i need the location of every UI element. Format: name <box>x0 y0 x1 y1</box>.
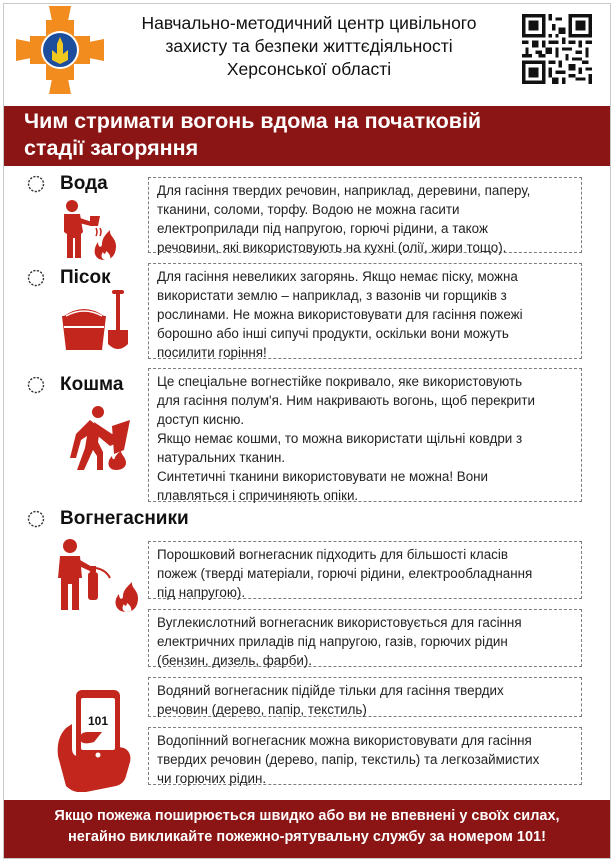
sand-bucket-shovel-icon <box>58 290 128 356</box>
org-line-1: Навчально-методичний центр цивільного <box>141 13 477 33</box>
section-heading-extinguishers: Вогнегасники <box>60 508 189 529</box>
footer-line-2: негайно викликайте пожежно-рятувальну службу за номером 101! <box>68 829 546 845</box>
person-pouring-water-icon <box>52 198 124 262</box>
text-line: використати землю – наприклад, з вазонів чи горщиків з <box>157 288 507 303</box>
radio-bullet-icon <box>27 175 45 193</box>
info-box-foam-extinguisher <box>148 727 582 785</box>
text-line: натуральних тканин. <box>157 450 286 465</box>
text-line: для гасіння полум'я. Ним накривають вогонь, щоб перекрити <box>157 393 535 408</box>
page-title <box>24 108 594 162</box>
text-line: плавляться і спричиняють опіки. <box>157 488 359 503</box>
text-line: Порошковий вогнегасник підходить для більшості класів <box>157 547 508 562</box>
text-line: твердих речовин (дерево, папір, текстиль) та легкозаймистих <box>157 752 540 767</box>
text-line: Водяний вогнегасник підійде тільки для гасіння твердих <box>157 683 504 698</box>
text-line: електричних приладів під напругою, газів, горючих рідин <box>157 634 508 649</box>
text-line: доступ кисню. <box>157 412 245 427</box>
text-line: пожеж (тверді матеріали, горючі рідини, електрообладнання <box>157 566 533 581</box>
emergency-call-notice <box>10 806 604 848</box>
text-line: речовин (дерево, папір, текстиль) <box>157 702 367 717</box>
text-line: тканини, соломи, торфу. Водою не можна гасити <box>157 202 460 217</box>
section-heading-fire-blanket: Кошма <box>60 374 124 395</box>
person-with-fire-blanket-icon <box>60 404 132 472</box>
text-line: Водопінний вогнегасник можна використовувати для гасіння <box>157 733 532 748</box>
org-line-3: Херсонської області <box>226 59 392 79</box>
org-line-2: захисту та безпеки життєдіяльності <box>165 36 453 56</box>
text-line: Для гасіння невеликих загорянь. Якщо немає піску, можна <box>157 269 518 284</box>
text-line: Вуглекислотний вогнегасник використовується для гасіння <box>157 615 522 630</box>
text-line: посилити горіння! <box>157 345 267 360</box>
header <box>0 0 614 96</box>
radio-bullet-icon <box>27 269 45 287</box>
title-line-1: Чим стримати вогонь вдома на початковій <box>24 109 482 133</box>
text-line: рослинами. Не можна використовувати для гасіння пожежі <box>157 307 523 322</box>
info-box-co2-extinguisher <box>148 609 582 667</box>
text-line: (бензин, дизель, фарби). <box>157 653 313 668</box>
text-line: Це спеціальне вогнестійке покривало, яке використовують <box>157 374 523 389</box>
text-line: електроприлади під напругою, горючі рідини, а також <box>157 221 488 236</box>
text-line: речовини, які використовують на кухні (олії, жири тощо). <box>157 240 507 255</box>
text-line: Якщо немає кошми, то можна використати щільні ковдри з <box>157 431 523 446</box>
phone-graphic <box>54 686 134 792</box>
section-heading-sand: Пісок <box>60 267 111 288</box>
text-line: Для гасіння твердих речовин, наприклад, деревини, паперу, <box>157 183 531 198</box>
info-box-sand <box>148 263 582 359</box>
text-line: під напругою). <box>157 585 246 600</box>
text-line: чи горючих рідин. <box>157 771 267 786</box>
phone-number-label: 101 <box>87 714 109 728</box>
section-heading-water: Вода <box>60 173 108 194</box>
text-line: борошно або інші сипучі продукти, оскільки вони можуть <box>157 326 509 341</box>
hand-holding-phone-icon <box>54 686 134 792</box>
info-box-fire-blanket <box>148 368 582 502</box>
info-box-powder-extinguisher <box>148 541 582 599</box>
info-box-water-extinguisher <box>148 677 582 717</box>
dsns-emblem-icon <box>16 6 104 94</box>
organization-name <box>118 12 500 81</box>
text-line: Синтетичні тканини використовувати не можна! Вони <box>157 469 489 484</box>
radio-bullet-icon <box>27 376 45 394</box>
footer-line-1: Якщо пожежа поширюється швидко або ви не впевнені у своїх силах, <box>54 808 560 824</box>
qr-code-icon[interactable] <box>522 14 592 84</box>
info-box-water <box>148 177 582 253</box>
radio-bullet-icon <box>27 510 45 528</box>
person-with-extinguisher-icon <box>54 538 140 614</box>
title-line-2: стадії загоряння <box>24 136 199 160</box>
